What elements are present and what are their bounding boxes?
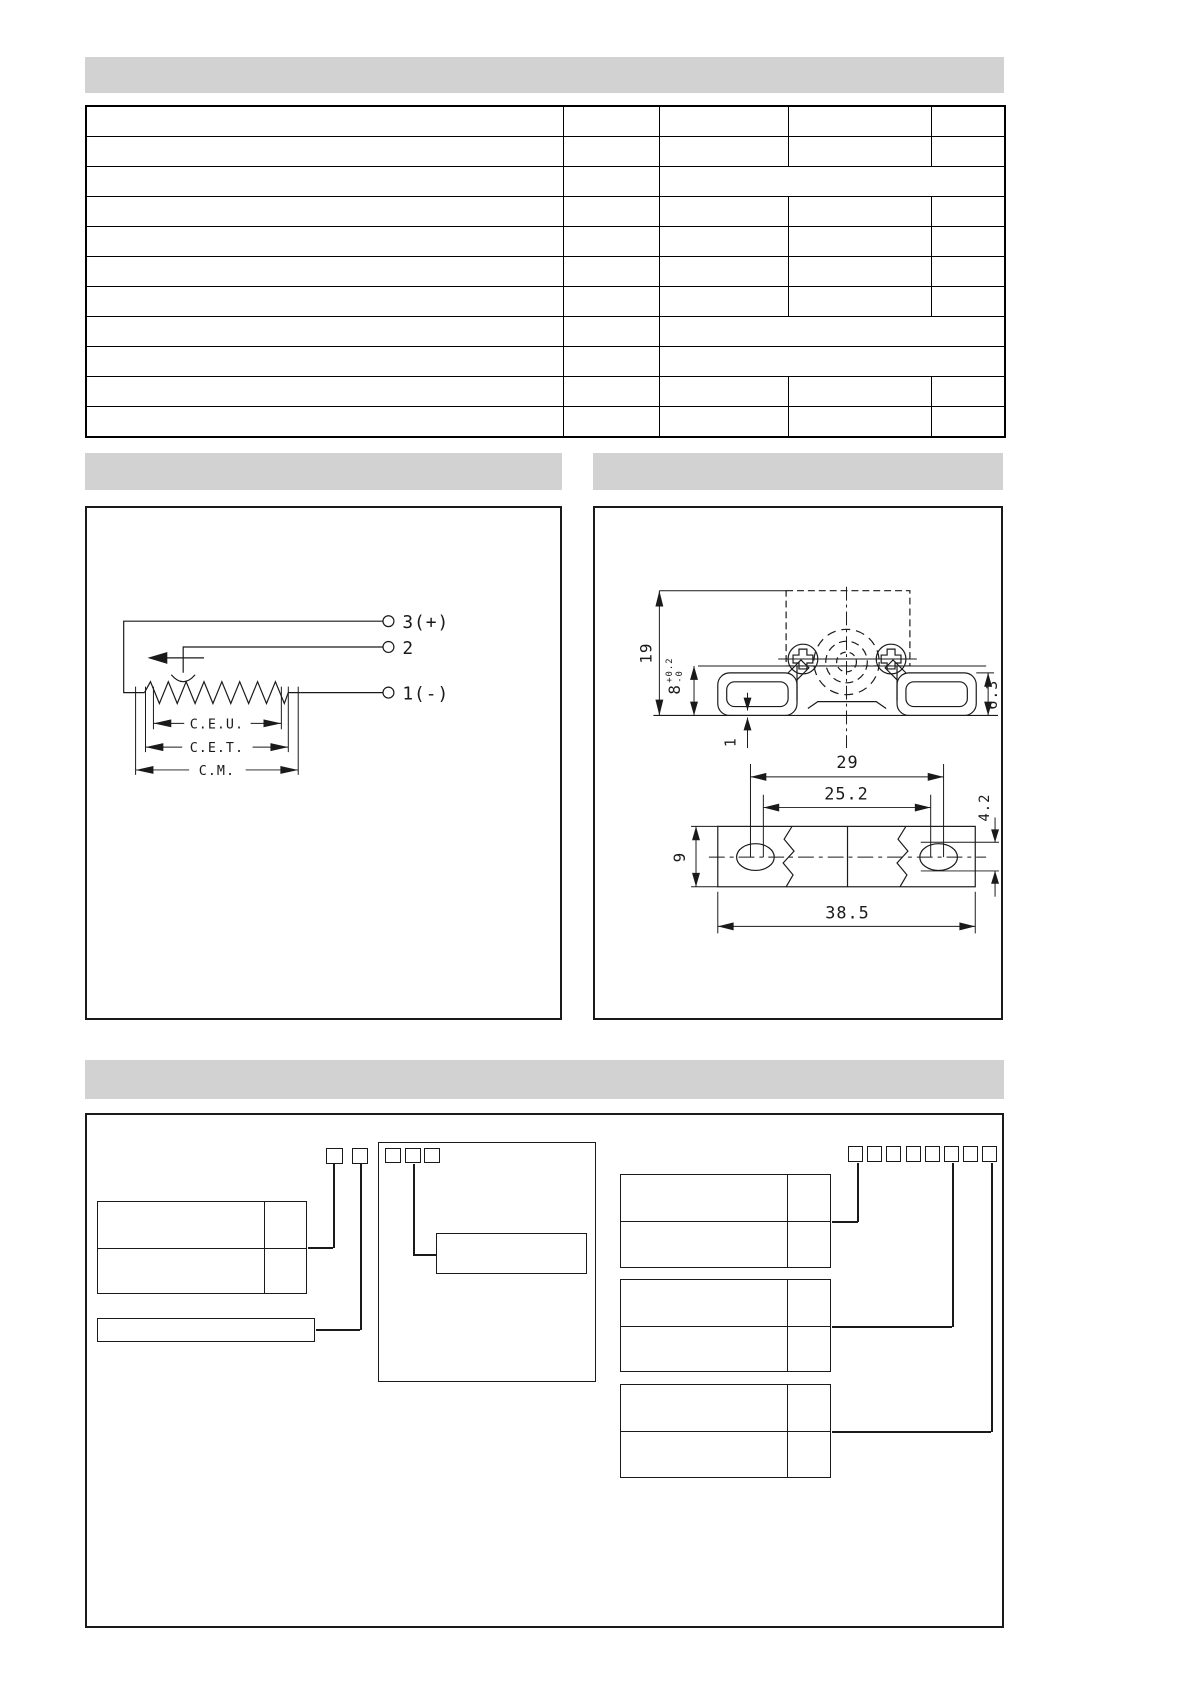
connector-line [360, 1164, 362, 1330]
spec-table-row [86, 257, 1005, 287]
dim-cet [146, 741, 289, 756]
dim-total-length-label: 38.5 [825, 902, 870, 923]
spec-table-cell [659, 227, 788, 257]
spec-table-cell [931, 106, 1005, 137]
code-square [867, 1146, 882, 1162]
connector-line [413, 1254, 436, 1256]
ordering-section-bar [85, 1060, 1004, 1099]
spec-table-cell [788, 106, 931, 137]
ordering-label-stack-3 [620, 1384, 831, 1478]
dim-depth-label: 6.3 [983, 679, 1001, 710]
dim-slot-tol-minus: -0 [675, 670, 686, 683]
spec-table-row [86, 167, 1005, 197]
ordering-label-stack-1 [620, 1174, 831, 1268]
spec-table-cell [788, 257, 931, 287]
code-square-prefix [326, 1148, 343, 1164]
ordering-label-box-left [97, 1201, 307, 1294]
top-section-bar [85, 57, 1004, 93]
mech-section-bar [593, 453, 1003, 490]
dim-cet-label: C.E.T. [189, 741, 245, 757]
dim-slot-tol-plus: +0.2 [665, 657, 676, 683]
dim-cm [136, 764, 299, 779]
dim-ceu [153, 717, 281, 732]
dim-slot-label: 8 [665, 684, 685, 695]
code-square-mid [424, 1148, 440, 1163]
spec-table-cell [659, 287, 788, 317]
spec-table-cell [931, 197, 1005, 227]
spec-table-cell [931, 227, 1005, 257]
code-square [848, 1146, 863, 1162]
spec-table-row [86, 227, 1005, 257]
spec-table-cell [86, 407, 563, 438]
spec-table-cell [86, 227, 563, 257]
spec-table-cell [659, 407, 788, 438]
ordering-label-box-left-2 [97, 1318, 315, 1342]
dim-hole-span-label: 29 [836, 751, 859, 772]
circuit-diagram [87, 508, 560, 1018]
ordering-note-box [436, 1233, 587, 1274]
spec-table-cell [563, 106, 659, 137]
spec-table-cell [659, 347, 1005, 377]
spec-table-cell [563, 227, 659, 257]
divider [787, 1280, 788, 1371]
code-square [886, 1146, 901, 1162]
spec-table-cell [788, 227, 931, 257]
divider [621, 1431, 830, 1432]
divider [621, 1326, 830, 1327]
dim-height-19 [636, 591, 786, 716]
spec-table-cell [86, 317, 563, 347]
spec-table-cell [931, 377, 1005, 407]
plan-outline [718, 826, 975, 886]
spec-table-cell [659, 257, 788, 287]
mech-panel [593, 506, 1003, 1020]
spec-table-cell [86, 377, 563, 407]
divider [264, 1202, 265, 1293]
terminals [383, 612, 449, 704]
left-clip [718, 673, 797, 716]
spec-table-cell [659, 377, 788, 407]
connector-line [991, 1163, 993, 1432]
connector-line [832, 1221, 858, 1223]
spec-table-cell [563, 287, 659, 317]
spec-table-cell [931, 137, 1005, 167]
spec-table-row [86, 106, 1005, 137]
dim-thickness-label: 1 [721, 737, 740, 748]
connector-line [413, 1164, 415, 1255]
spec-table-cell [86, 347, 563, 377]
spec-table-cell [931, 407, 1005, 438]
spec-table-row [86, 197, 1005, 227]
spec-table-cell [86, 167, 563, 197]
spec-table-cell [788, 197, 931, 227]
dim-depth-63 [976, 673, 1001, 716]
spec-table-cell [563, 347, 659, 377]
resistor-symbol [145, 682, 301, 704]
spec-table-row [86, 287, 1005, 317]
elevation-view [653, 587, 998, 748]
code-square-mid [385, 1148, 401, 1163]
connector-line [832, 1326, 952, 1328]
spec-table-cell [659, 106, 788, 137]
connector-line [857, 1163, 859, 1222]
spec-table-cell [563, 407, 659, 438]
terminal-2-label: 2 [402, 637, 415, 659]
dim-body-width-label: 9 [670, 851, 690, 863]
spec-table-cell [931, 287, 1005, 317]
code-square-prefix [352, 1148, 368, 1164]
divider [98, 1248, 306, 1249]
spec-table-cell [788, 407, 931, 438]
spec-table-cell [788, 377, 931, 407]
ordering-label-stack-2 [620, 1279, 831, 1372]
mech-drawing [595, 508, 1001, 1018]
spec-table-cell [788, 287, 931, 317]
dim-ceu-label: C.E.U. [189, 717, 245, 733]
circuit-wires [124, 621, 383, 703]
code-square [982, 1146, 997, 1162]
spec-table-cell [659, 137, 788, 167]
circuit-section-bar [85, 453, 562, 490]
spec-table-row [86, 347, 1005, 377]
code-square [906, 1146, 921, 1162]
spec-table [85, 105, 1006, 438]
spec-table-cell [659, 197, 788, 227]
dim-height-label: 19 [636, 642, 656, 664]
wiper-arrowhead [147, 652, 167, 664]
dim-slot-width-label: 4.2 [977, 793, 994, 822]
connector-line [316, 1329, 360, 1331]
code-square [963, 1146, 978, 1162]
spec-table-row [86, 377, 1005, 407]
spec-table-cell [563, 377, 659, 407]
dim-slot-width-42 [921, 794, 999, 897]
spec-table-cell [563, 197, 659, 227]
spec-table-row [86, 407, 1005, 438]
dim-inner-span-label: 25.2 [824, 783, 869, 804]
spec-table-cell [86, 287, 563, 317]
spec-table-cell [86, 106, 563, 137]
connector-line [952, 1163, 954, 1327]
terminal-1-label: 1(-) [402, 683, 450, 705]
divider [621, 1221, 830, 1222]
dim-slot-8 [665, 657, 698, 715]
right-clip [897, 673, 976, 716]
spec-table-cell [563, 257, 659, 287]
spec-table-cell [86, 257, 563, 287]
divider [787, 1175, 788, 1267]
connector-line [832, 1431, 991, 1433]
spec-table-cell [86, 137, 563, 167]
code-square [925, 1146, 940, 1162]
wiper-contact [171, 675, 195, 682]
dim-thickness-1 [722, 693, 752, 748]
spec-table-cell [659, 167, 1005, 197]
spec-table-cell [563, 317, 659, 347]
hidden-body-outline [786, 591, 910, 666]
terminal-3-label: 3(+) [402, 612, 450, 634]
spec-table-row [86, 137, 1005, 167]
spec-table-cell [788, 137, 931, 167]
code-square-mid [405, 1148, 421, 1163]
connector-line [308, 1247, 333, 1249]
circuit-panel [85, 506, 562, 1020]
spec-table-cell [931, 257, 1005, 287]
spec-table-cell [659, 317, 1005, 347]
spec-table-row [86, 317, 1005, 347]
spec-table-cell [86, 197, 563, 227]
spec-table-cell [563, 167, 659, 197]
divider [787, 1385, 788, 1477]
code-square [944, 1146, 959, 1162]
connector-line [333, 1164, 335, 1248]
spec-table-cell [563, 137, 659, 167]
dim-total-length-385 [718, 892, 975, 934]
dim-cm-label: C.M. [198, 763, 235, 779]
